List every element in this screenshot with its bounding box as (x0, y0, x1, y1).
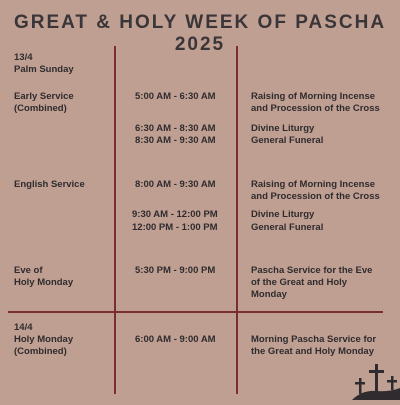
event-name: Divine Liturgy (251, 123, 315, 134)
column-divider-left (114, 46, 116, 394)
service-label: Holy Monday (14, 277, 74, 288)
time-slot: 6:30 AM - 8:30 AM (135, 123, 216, 134)
time-slot: 12:00 PM - 1:00 PM (132, 222, 218, 233)
event-name: Morning Pascha Service for (251, 334, 377, 345)
event-name: Raising of Morning Incense (251, 91, 376, 102)
event-name: and Procession of the Cross (251, 191, 380, 202)
event-name: and Procession of the Cross (251, 103, 380, 114)
three-crosses-hill-icon (352, 360, 400, 400)
event-name: Monday (251, 289, 287, 300)
column-divider-right (236, 46, 238, 394)
service-label: Early Service (14, 91, 74, 102)
time-slot: 5:00 AM - 6:30 AM (135, 91, 216, 102)
time-slot: 8:00 AM - 9:30 AM (135, 179, 216, 190)
service-label: English Service (14, 179, 85, 190)
page-title: GREAT & HOLY WEEK OF PASCHA 2025 (13, 12, 387, 55)
event-name: of the Great and Holy (251, 277, 348, 288)
service-label: Eve of (14, 265, 43, 276)
service-label: Holy Monday (14, 334, 74, 345)
time-slot: 9:30 AM - 12:00 PM (132, 209, 218, 220)
event-name: Divine Liturgy (251, 209, 315, 220)
time-slot: 5:30 PM - 9:00 PM (135, 265, 216, 276)
event-name: General Funeral (251, 222, 324, 233)
event-name: the Great and Holy Monday (251, 346, 374, 357)
service-label: (Combined) (14, 346, 67, 357)
row-divider (8, 311, 383, 313)
day-date: 14/4 (14, 322, 33, 333)
day-date: 13/4 (14, 52, 33, 63)
event-name: Pascha Service for the Eve (251, 265, 373, 276)
time-slot: 8:30 AM - 9:30 AM (135, 135, 216, 146)
service-label: (Combined) (14, 103, 67, 114)
event-name: General Funeral (251, 135, 324, 146)
event-name: Raising of Morning Incense (251, 179, 376, 190)
day-name: Palm Sunday (14, 64, 74, 75)
time-slot: 6:00 AM - 9:00 AM (135, 334, 216, 345)
